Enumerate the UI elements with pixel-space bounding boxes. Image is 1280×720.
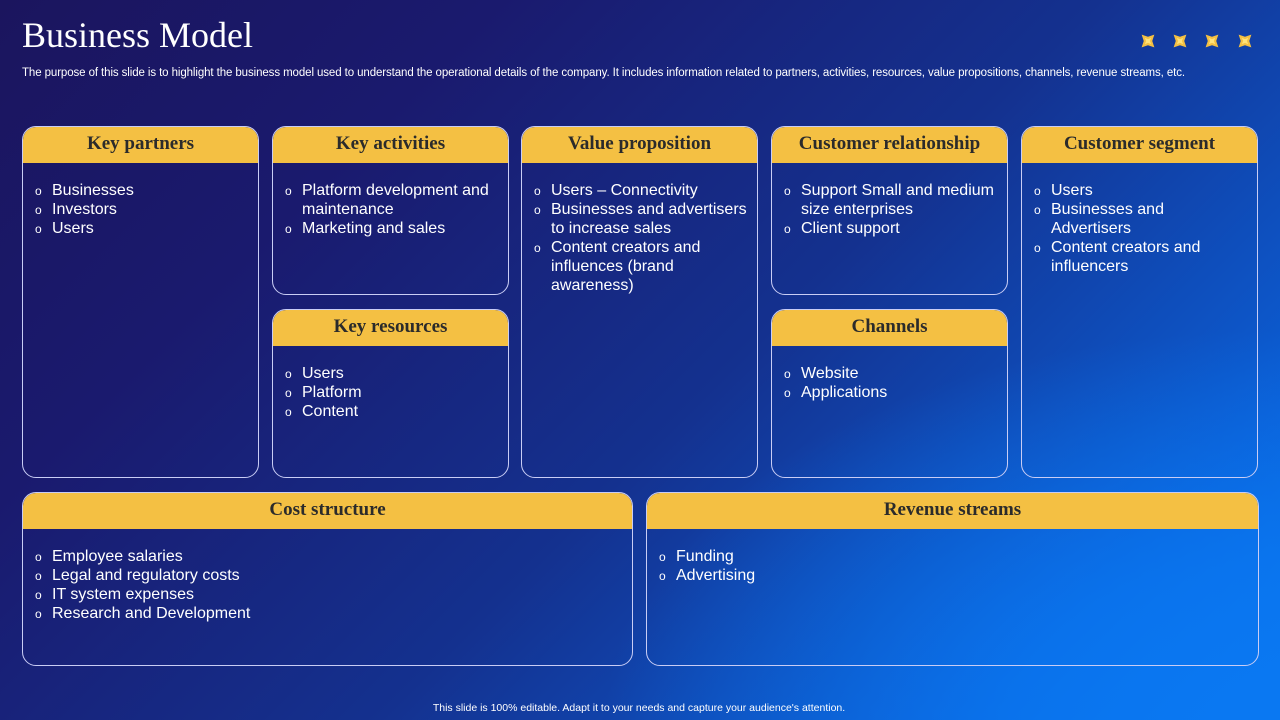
- bullet-icon: o: [784, 386, 791, 400]
- bullet-icon: o: [659, 550, 666, 564]
- card-key-resources: [272, 309, 509, 478]
- card-title: Customer relationship: [772, 127, 1007, 163]
- list-item-text: Platform: [302, 384, 362, 401]
- bullet-icon: o: [534, 184, 541, 198]
- card-key-partners: [22, 126, 259, 478]
- list-item-text: Users: [52, 220, 94, 237]
- slide-footer: This slide is 100% editable. Adapt it to your needs and capture your audience's attention.: [432, 702, 846, 714]
- list-item-text: Users – Connectivity: [551, 182, 698, 199]
- card-key-activities: [272, 126, 509, 295]
- list-item-text: Employee salaries: [52, 548, 183, 565]
- list-item-text: Businesses and advertisers to increase sales: [551, 201, 747, 237]
- bullet-icon: o: [784, 367, 791, 381]
- bullet-icon: o: [1034, 203, 1041, 217]
- list-item: [285, 219, 498, 238]
- list-item: [534, 200, 747, 238]
- list-item: [35, 585, 622, 604]
- card-channels: [771, 309, 1008, 478]
- card-list: [1022, 163, 1257, 276]
- list-item-text: Businesses and Advertisers: [1051, 201, 1164, 237]
- list-item: [35, 604, 622, 623]
- card-value-proposition: [521, 126, 758, 478]
- card-title: Key resources: [273, 310, 508, 346]
- list-item: [784, 383, 997, 402]
- bullet-icon: o: [784, 222, 791, 236]
- list-item-text: Users: [1051, 182, 1093, 199]
- list-item: [659, 547, 1248, 566]
- list-item-text: Client support: [801, 220, 900, 237]
- list-item-text: Funding: [676, 548, 734, 565]
- bullet-icon: o: [285, 386, 292, 400]
- card-title: Key partners: [23, 127, 258, 163]
- bullet-icon: o: [35, 607, 42, 621]
- list-item-text: Platform development and maintenance: [302, 182, 489, 218]
- list-item: [534, 181, 747, 200]
- list-item: [35, 547, 622, 566]
- list-item: [534, 238, 747, 295]
- card-customer-relationship: [771, 126, 1008, 295]
- list-item: [35, 200, 248, 219]
- list-item: [285, 181, 498, 219]
- list-item: [784, 364, 997, 383]
- card-revenue-streams: [646, 492, 1259, 666]
- bullet-icon: o: [35, 203, 42, 217]
- slide-subtitle: The purpose of this slide is to highlight the business model used to understand the operational details of the company. It includes information related to partners, activities, resources, value propositions, channels, revenue streams, etc.: [22, 67, 1185, 79]
- bullet-icon: o: [1034, 184, 1041, 198]
- list-item: [285, 402, 498, 421]
- bullet-icon: o: [285, 405, 292, 419]
- list-item-text: Support Small and medium size enterprises: [801, 182, 994, 218]
- bullet-icon: o: [1034, 241, 1041, 255]
- card-title: Revenue streams: [647, 493, 1258, 529]
- card-cost-structure: [22, 492, 633, 666]
- four-point-star-icon: [1169, 30, 1191, 52]
- bullet-icon: o: [35, 222, 42, 236]
- list-item-text: Content creators and influences (brand awareness): [551, 239, 701, 294]
- list-item: [1034, 181, 1247, 200]
- bullet-icon: o: [534, 203, 541, 217]
- bullet-icon: o: [35, 550, 42, 564]
- list-item: [285, 383, 498, 402]
- bullet-icon: o: [285, 184, 292, 198]
- bullet-icon: o: [285, 222, 292, 236]
- list-item: [285, 364, 498, 383]
- card-title: Channels: [772, 310, 1007, 346]
- list-item-text: Research and Development: [52, 605, 251, 622]
- bullet-icon: o: [784, 184, 791, 198]
- list-item: [35, 181, 248, 200]
- card-list: [772, 346, 1007, 402]
- list-item-text: Investors: [52, 201, 117, 218]
- list-item: [659, 566, 1248, 585]
- list-item-text: Legal and regulatory costs: [52, 567, 240, 584]
- list-item: [35, 566, 622, 585]
- list-item: [784, 219, 997, 238]
- list-item-text: IT system expenses: [52, 586, 194, 603]
- bullet-icon: o: [534, 241, 541, 255]
- list-item-text: Advertising: [676, 567, 756, 584]
- card-customer-segment: [1021, 126, 1258, 478]
- list-item-text: Website: [801, 365, 859, 382]
- card-list: [772, 163, 1007, 238]
- list-item-text: Applications: [801, 384, 888, 401]
- card-title: Cost structure: [23, 493, 632, 529]
- list-item-text: Marketing and sales: [302, 220, 446, 237]
- four-point-star-icon: [1234, 30, 1256, 52]
- list-item-text: Users: [302, 365, 344, 382]
- card-list: [273, 346, 508, 421]
- slide-title: Business Model: [22, 15, 254, 55]
- card-title: Key activities: [273, 127, 508, 163]
- card-title: Value proposition: [522, 127, 757, 163]
- card-title: Customer segment: [1022, 127, 1257, 163]
- card-list: [647, 529, 1258, 585]
- list-item-text: Businesses: [52, 182, 134, 199]
- bullet-icon: o: [35, 184, 42, 198]
- list-item: [784, 181, 997, 219]
- card-list: [273, 163, 508, 238]
- list-item: [1034, 238, 1247, 276]
- card-list: [23, 529, 632, 623]
- bullet-icon: o: [285, 367, 292, 381]
- card-list: [522, 163, 757, 295]
- bullet-icon: o: [35, 588, 42, 602]
- list-item: [1034, 200, 1247, 238]
- bullet-icon: o: [659, 569, 666, 583]
- list-item: [35, 219, 248, 238]
- four-point-star-icon: [1201, 30, 1223, 52]
- bullet-icon: o: [35, 569, 42, 583]
- list-item-text: Content creators and influencers: [1051, 239, 1201, 275]
- card-list: [23, 163, 258, 238]
- list-item-text: Content: [302, 403, 359, 420]
- four-point-star-icon: [1137, 30, 1159, 52]
